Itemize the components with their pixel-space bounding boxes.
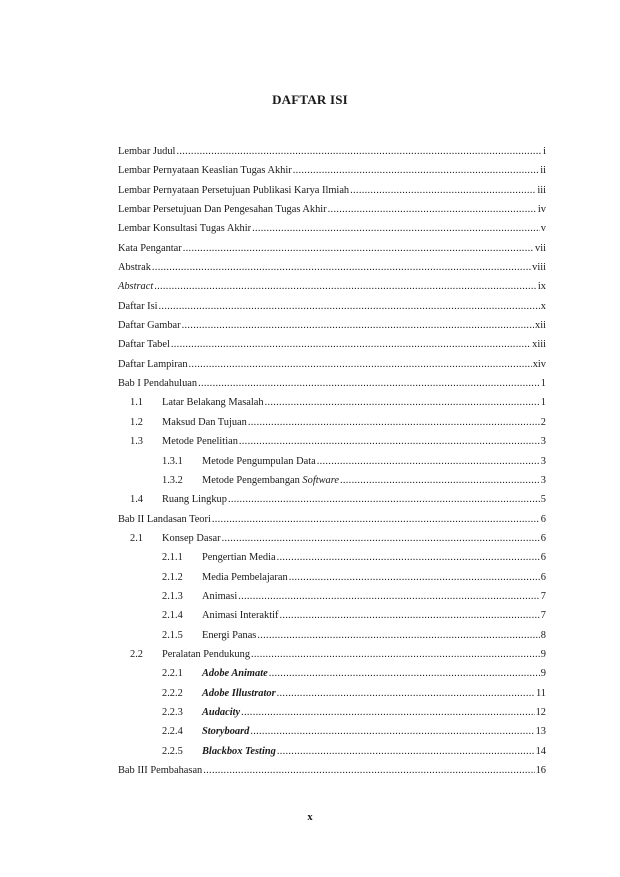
toc-entry-label: Daftar Lampiran xyxy=(118,358,188,370)
toc-entry-page: 14 xyxy=(535,745,546,757)
toc-entry-page: 9 xyxy=(540,648,546,660)
toc-entry[interactable] xyxy=(118,533,546,552)
dot-leader xyxy=(277,552,540,563)
dot-leader xyxy=(238,591,540,602)
toc-entry-number: 2.1.2 xyxy=(162,571,183,583)
toc-entry-page: ix xyxy=(537,281,546,293)
toc-entry-page: 7 xyxy=(540,610,546,622)
toc-entry[interactable] xyxy=(118,262,546,281)
toc-entry-number: 2.1.3 xyxy=(162,590,183,602)
toc-entry-number: 2.2 xyxy=(130,648,143,660)
toc-entry-label: Abstrak xyxy=(118,262,151,274)
dot-leader xyxy=(269,668,540,679)
toc-entry-page: 6 xyxy=(540,513,546,525)
toc-entry-number: 2.2.4 xyxy=(162,726,183,738)
toc-entry-label: Animasi xyxy=(202,590,238,602)
toc-entry-label: Lembar Pernyataan Keaslian Tugas Akhir xyxy=(118,165,292,177)
toc-entry-page: 5 xyxy=(540,494,546,506)
toc-entry-page: x xyxy=(540,300,546,312)
dot-leader xyxy=(182,320,534,331)
toc-entry-number: 2.2.5 xyxy=(162,745,183,757)
toc-entry[interactable] xyxy=(118,726,546,745)
toc-entry-page: xiv xyxy=(532,358,546,370)
dot-leader xyxy=(252,223,540,234)
dot-leader xyxy=(257,630,539,641)
toc-entry-label: Metode Pengembangan Software xyxy=(202,474,339,486)
dot-leader xyxy=(189,359,532,370)
toc-entry-label: Daftar Isi xyxy=(118,300,158,312)
toc-entry-label: Lembar Judul xyxy=(118,146,176,157)
toc-entry[interactable] xyxy=(118,165,546,184)
dot-leader xyxy=(289,572,540,583)
toc-entry-number: 1.4 xyxy=(130,494,143,506)
toc-entry[interactable] xyxy=(118,339,546,358)
dot-leader xyxy=(212,514,540,525)
toc-entry[interactable] xyxy=(118,378,546,397)
toc-entry-label: Ruang Lingkup xyxy=(162,494,227,506)
toc-entry-label: Daftar Tabel xyxy=(118,339,170,351)
toc-entry[interactable] xyxy=(118,746,546,765)
toc-entry-label: Adobe Animate xyxy=(202,668,268,680)
toc-entry-page: iv xyxy=(537,204,546,216)
toc-entry[interactable] xyxy=(118,591,546,610)
toc-entry-number: 1.3.2 xyxy=(162,474,183,486)
toc-entry-label: Adobe Illustrator xyxy=(202,687,276,699)
toc-entry[interactable] xyxy=(118,630,546,649)
toc-entry[interactable] xyxy=(118,417,546,436)
toc-entry[interactable] xyxy=(118,765,546,784)
dot-leader xyxy=(251,649,540,660)
toc-entry[interactable] xyxy=(118,359,546,378)
toc-entry[interactable] xyxy=(118,688,546,707)
toc-entry-number: 2.2.3 xyxy=(162,706,183,718)
toc-entry-label: Peralatan Pendukung xyxy=(162,648,251,660)
toc-entry[interactable] xyxy=(118,514,546,533)
toc-entry[interactable] xyxy=(118,397,546,416)
dot-leader xyxy=(222,533,540,544)
toc-entry[interactable] xyxy=(118,610,546,629)
dot-leader xyxy=(203,765,534,776)
table-of-contents xyxy=(118,146,546,784)
toc-entry-page: 3 xyxy=(540,455,546,467)
toc-entry[interactable] xyxy=(118,707,546,726)
toc-entry[interactable] xyxy=(118,204,546,223)
toc-entry-page: ii xyxy=(540,165,546,177)
toc-entry[interactable] xyxy=(118,456,546,475)
dot-leader xyxy=(159,301,540,312)
dot-leader xyxy=(277,746,535,757)
toc-entry-number: 1.1 xyxy=(130,397,143,409)
toc-entry-number: 2.2.1 xyxy=(162,668,183,680)
toc-entry-number: 2.1.5 xyxy=(162,629,183,641)
toc-entry-label: Latar Belakang Masalah xyxy=(162,397,264,409)
page-number: x xyxy=(307,812,313,823)
toc-entry-page: 3 xyxy=(540,474,546,486)
toc-entry-label: Maksud Dan Tujuan xyxy=(162,416,247,428)
toc-entry-number: 2.1 xyxy=(130,532,143,544)
toc-entry-page: vii xyxy=(535,242,546,254)
toc-entry-page: xiii xyxy=(532,339,546,351)
dot-leader xyxy=(277,688,535,699)
toc-entry[interactable] xyxy=(118,649,546,668)
toc-entry-label: Audacity xyxy=(202,706,241,718)
toc-entry[interactable] xyxy=(118,436,546,455)
toc-entry-label: Storyboard xyxy=(202,726,250,738)
toc-entry-page: 1 xyxy=(540,378,546,390)
dot-leader xyxy=(293,165,540,176)
toc-entry-page: 8 xyxy=(540,629,546,641)
dot-leader xyxy=(152,262,531,273)
toc-entry-page: v xyxy=(540,223,546,235)
toc-entry[interactable] xyxy=(118,301,546,320)
toc-entry-label: Lembar Pernyataan Persetujuan Publikasi Karya Ilmiah xyxy=(118,184,350,196)
dot-leader xyxy=(350,185,536,196)
toc-entry-number: 1.2 xyxy=(130,416,143,428)
toc-entry-label: Pengertian Media xyxy=(202,552,276,564)
toc-entry[interactable] xyxy=(118,494,546,513)
dot-leader xyxy=(154,281,537,292)
toc-entry-number: 1.3.1 xyxy=(162,455,183,467)
page-title: DAFTAR ISI xyxy=(272,92,348,107)
toc-entry-number: 2.1.4 xyxy=(162,610,183,622)
dot-leader xyxy=(279,610,539,621)
toc-entry-label: Metode Penelitian xyxy=(162,436,238,448)
dot-leader xyxy=(228,494,540,505)
toc-entry-label: Konsep Dasar xyxy=(162,532,221,544)
toc-entry-page: iii xyxy=(537,184,546,196)
toc-entry-page: viii xyxy=(532,262,546,274)
toc-entry-page: i xyxy=(543,146,546,157)
toc-entry[interactable] xyxy=(118,243,546,262)
toc-entry[interactable] xyxy=(118,552,546,571)
toc-entry-label: Bab III Pembahasan xyxy=(118,765,203,776)
dot-leader xyxy=(265,397,540,408)
toc-entry-number: 2.2.2 xyxy=(162,687,183,699)
toc-entry[interactable] xyxy=(118,281,546,300)
toc-entry-label: Animasi Interaktif xyxy=(202,610,279,622)
dot-leader xyxy=(250,726,534,737)
toc-entry-label: Metode Pengumpulan Data xyxy=(202,455,316,467)
toc-entry-label: Blackbox Testing xyxy=(202,745,276,757)
dot-leader xyxy=(241,707,535,718)
toc-entry-label-italic: Software xyxy=(302,474,339,486)
toc-entry-page: 6 xyxy=(540,532,546,544)
toc-entry-label: Lembar Persetujuan Dan Pengesahan Tugas Akhir xyxy=(118,204,327,216)
toc-entry-page: 2 xyxy=(540,416,546,428)
dot-leader xyxy=(328,204,537,215)
toc-entry-page: 7 xyxy=(540,590,546,602)
dot-leader xyxy=(248,417,540,428)
toc-entry[interactable] xyxy=(118,572,546,591)
toc-entry-page: 16 xyxy=(535,765,546,776)
toc-entry-label: Energi Panas xyxy=(202,629,257,641)
toc-entry-label: Lembar Konsultasi Tugas Akhir xyxy=(118,223,252,235)
toc-entry-label: Media Pembelajaran xyxy=(202,571,288,583)
dot-leader xyxy=(340,475,540,486)
toc-entry-page: 3 xyxy=(540,436,546,448)
toc-entry[interactable] xyxy=(118,668,546,687)
dot-leader xyxy=(317,456,540,467)
toc-entry-label: Bab II Landasan Teori xyxy=(118,513,211,525)
toc-entry-page: xii xyxy=(535,320,546,332)
toc-entry-label: Bab I Pendahuluan xyxy=(118,378,198,390)
dot-leader xyxy=(183,243,534,254)
toc-entry-page: 6 xyxy=(540,571,546,583)
dot-leader xyxy=(171,339,531,350)
dot-leader xyxy=(176,146,542,157)
toc-entry[interactable] xyxy=(118,223,546,242)
toc-entry[interactable] xyxy=(118,185,546,204)
toc-entry[interactable] xyxy=(118,320,546,339)
toc-entry-page: 11 xyxy=(535,687,546,699)
toc-entry-number: 1.3 xyxy=(130,436,143,448)
toc-entry-page: 6 xyxy=(540,552,546,564)
toc-entry[interactable] xyxy=(118,475,546,494)
toc-entry-page: 12 xyxy=(535,706,546,718)
toc-entry-label: Daftar Gambar xyxy=(118,320,181,332)
dot-leader xyxy=(239,436,540,447)
toc-entry-label: Kata Pengantar xyxy=(118,242,182,254)
toc-entry-number: 2.1.1 xyxy=(162,552,183,564)
toc-entry[interactable] xyxy=(118,146,546,165)
toc-entry-page: 13 xyxy=(535,726,546,738)
toc-entry-page: 1 xyxy=(540,397,546,409)
dot-leader xyxy=(198,378,540,389)
toc-entry-page: 9 xyxy=(540,668,546,680)
toc-entry-label: Abstract xyxy=(118,281,154,293)
